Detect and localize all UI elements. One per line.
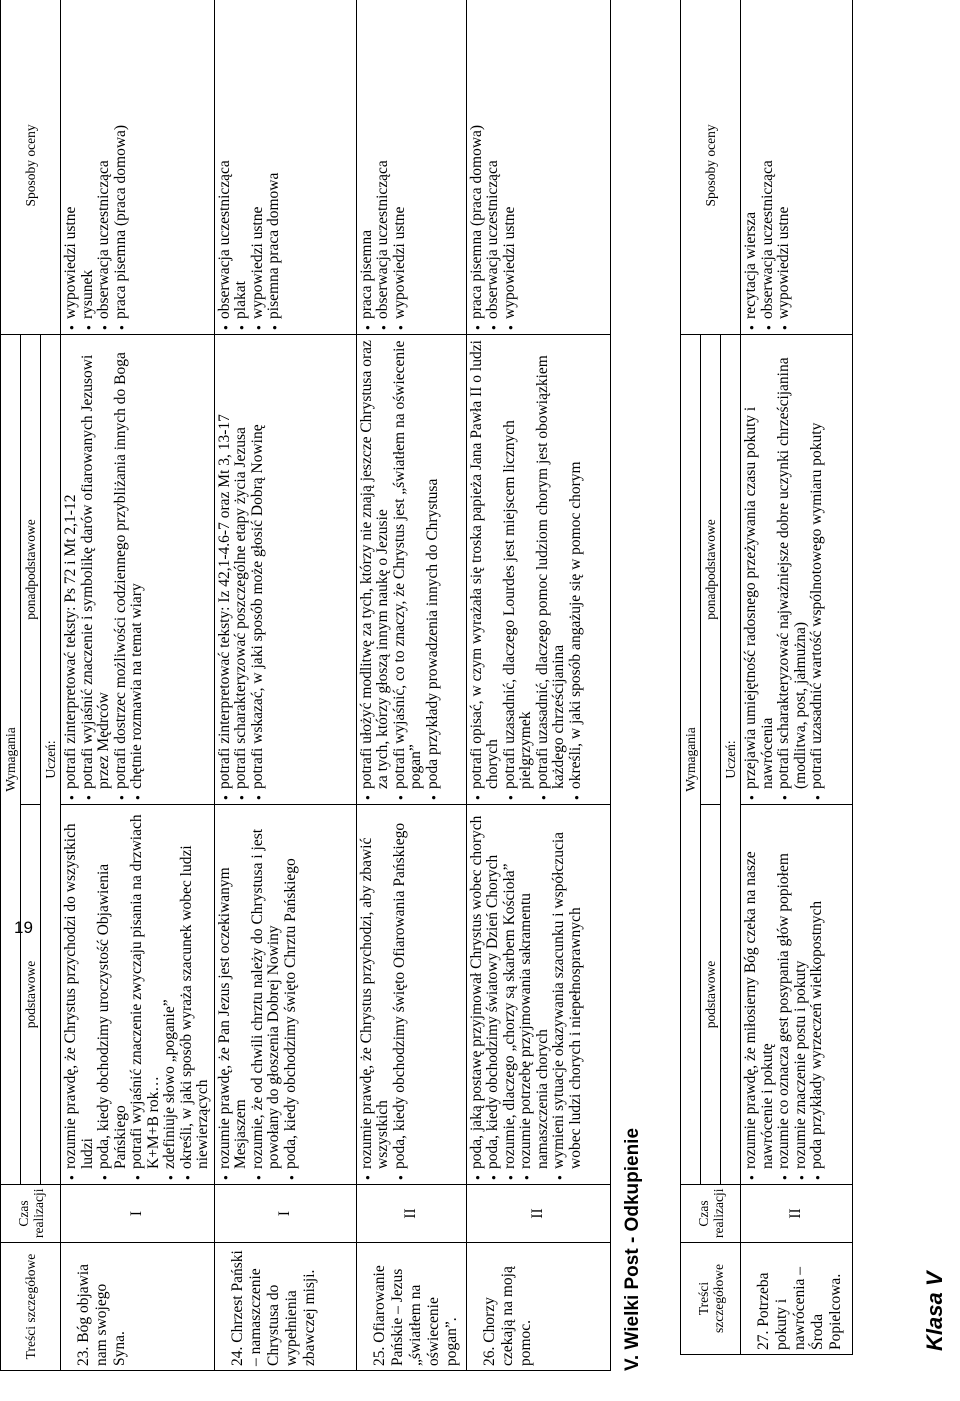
grading-methods [214, 0, 356, 334]
list-item: ● rozumie prawdę, że miłosierny Bóg czeka na nasze nawrócenie i pokutę [743, 809, 776, 1180]
header-tresci: Treści szczegółowe [1, 1243, 61, 1371]
header-wymagania: Wymagania [1, 334, 21, 1184]
header-czas: Czas realizacji [681, 1185, 741, 1243]
list-item: ● praca pisemna (praca domowa) [469, 1, 486, 330]
grading-methods [741, 0, 853, 334]
list-item: ● chętnie rozmawia na temat wiary [129, 339, 146, 800]
header-uczen: Uczeń: [721, 334, 741, 1184]
grading-methods [466, 0, 610, 334]
list-item: ● rozumie, że od chwili chrztu należy do Chrystusa i jest powołany do głoszenia Dobrej Nowiny [250, 809, 283, 1180]
topic-cell: 27. Potrzeba pokuty i nawrócenia – Środa Popielcowa. [741, 1243, 853, 1355]
list-item: ● potrafi uzasadnić, dlaczego pomoc ludziom chorym jest obowiązkiem każdego chrześcijanina [535, 339, 568, 800]
extended-requirements [466, 334, 610, 804]
table-row [466, 0, 610, 1371]
list-item: ● przejawia umiejętność radosnego przeżywania czasu pokuty i nawrócenia [743, 339, 776, 800]
time-cell: II [356, 1185, 466, 1243]
curriculum-table-2 [680, 0, 853, 1355]
basic-requirements [466, 805, 610, 1185]
list-item: ● wypowiedzi ustne [502, 1, 519, 330]
time-cell: I [214, 1185, 356, 1243]
list-item: ● potrafi wyjaśnić, co to znaczy, że Chrystus jest „światłem na oświecenie pogan” [392, 339, 425, 800]
list-item: ● obserwacja uczestnicząca [485, 1, 502, 330]
list-item: ● poda, kiedy obchodzimy uroczystość Objawienia Pańskiego [96, 809, 129, 1180]
header-czas: Czas realizacji [1, 1185, 61, 1243]
basic-requirements [61, 805, 215, 1185]
list-item: ● wypowiedzi ustne [776, 1, 793, 330]
extended-requirements [61, 334, 215, 804]
extended-requirements [214, 334, 356, 804]
list-item: ● rozumie znaczenie postu i pokuty [793, 809, 810, 1180]
list-item: ● wypowiedzi ustne [250, 1, 267, 330]
list-item: ● potrafi zinterpretować teksty: Ps 72 i Mt 2,1-12 [63, 339, 80, 800]
list-item: ● obserwacja uczestnicząca [217, 1, 234, 330]
table-row [741, 0, 853, 1355]
list-item: ● potrafi opisać, w czym wyrażała się troska papieża Jana Pawła II o ludzi chorych [469, 339, 502, 800]
table-row [214, 0, 356, 1371]
header-uczen: Uczeń: [41, 334, 61, 1184]
list-item: ● plakat [233, 1, 250, 330]
list-item: ● obserwacja uczestnicząca [375, 1, 392, 330]
list-item: ● rozumie prawdę, że Chrystus przychodzi do wszystkich ludzi [63, 809, 96, 1180]
list-item: ● określi, w jaki sposób angażuje się w pomoc chorym [568, 339, 585, 800]
list-item: ● zdefiniuje słowo „poganie” [162, 809, 179, 1180]
list-item: ● poda przykłady prowadzenia innych do Chrystusa [425, 339, 442, 800]
grading-methods [356, 0, 466, 334]
list-item: ● rozumie prawdę, że Chrystus przychodzi, aby zbawić wszystkich [359, 809, 392, 1180]
header-podstawowe: podstawowe [21, 805, 41, 1185]
time-cell: II [466, 1185, 610, 1243]
list-item: ● potrafi uzasadnić wartość wspólnotowego wymiaru pokuty [809, 339, 826, 800]
class-label: Klasa V [922, 1271, 947, 1351]
list-item: ● praca pisemna [359, 1, 376, 330]
list-item: ● recytacja wiersza [743, 1, 760, 330]
list-item: ● obserwacja uczestnicząca [96, 1, 113, 330]
list-item: ● wypowiedzi ustne [63, 1, 80, 330]
list-item: ● poda, kiedy obchodzimy święto Chrztu Pańskiego [283, 809, 300, 1180]
page-number: 19 [14, 918, 33, 937]
list-item: ● rysunek [80, 1, 97, 330]
topic-cell: 25. Ofiarowanie Pańskie – Jezus „światłem na oświecenie pogan”. [356, 1243, 466, 1371]
topic-cell: 23. Bóg objawia nam swojego Syna. [61, 1243, 215, 1371]
list-item: ● potrafi wskazać, w jaki sposób może głosić Dobrą Nowinę [250, 339, 267, 800]
list-item: ● potrafi uzasadnić, dlaczego Lourdes jest miejscem licznych pielgrzymek [502, 339, 535, 800]
list-item: ● poda, kiedy obchodzimy światowy Dzień Chorych [485, 809, 502, 1180]
list-item: ● potrafi wyjaśnić znaczenie zwyczaju pisania na drzwiach K+M+B rok… [129, 809, 162, 1180]
header-sposoby: Sposoby oceny [1, 0, 61, 334]
list-item: ● rozumie prawdę, że Pan Jezus jest oczekiwanym Mesjaszem [217, 809, 250, 1180]
header-wymagania: Wymagania [681, 334, 701, 1184]
header-ponadpodstawowe: ponadpodstawowe [21, 334, 41, 804]
list-item: ● potrafi zinterpretować teksty: Iz 42,1-4.6-7 oraz Mt 3, 13-17 [217, 339, 234, 800]
basic-requirements [741, 805, 853, 1185]
list-item: ● rozumie co oznacza gest posypania głów popiołem [776, 809, 793, 1180]
list-item: ● potrafi wyjaśnić znaczenie i symbolikę darów ofiarowanych Jezusowi przez Mędrców [80, 339, 113, 800]
list-item: ● wypowiedzi ustne [392, 1, 409, 330]
list-item: ● poda przykłady wyrzeczeń wielkopostnych [809, 809, 826, 1180]
list-item: ● rozumie potrzebę przyjmowania sakramentu namaszczenia chorych [518, 809, 551, 1180]
list-item: ● poda, kiedy obchodzimy święto Ofiarowania Pańskiego [392, 809, 409, 1180]
list-item: ● potrafi dostrzec możliwości codziennego przybliżania innych do Boga [113, 339, 130, 800]
time-cell: II [741, 1185, 853, 1243]
header-sposoby: Sposoby oceny [681, 0, 741, 334]
basic-requirements [214, 805, 356, 1185]
list-item: ● potrafi ułożyć modlitwę za tych, którzy nie znają jeszcze Chrystusa oraz za tych, którzy głoszą innym naukę o Jezusie [359, 339, 392, 800]
table-row [61, 0, 215, 1371]
list-item: ● obserwacja uczestnicząca [760, 1, 777, 330]
list-item: ● pisemna praca domowa [266, 1, 283, 330]
list-item: ● rozumie, dlaczego „chorzy są skarbem Kościoła” [502, 809, 519, 1180]
grading-methods [61, 0, 215, 334]
list-item: ● określi, w jaki sposób wyraża szacunek wobec ludzi niewierzących [179, 809, 212, 1180]
basic-requirements [356, 805, 466, 1185]
header-podstawowe: podstawowe [701, 805, 721, 1185]
time-cell: I [61, 1185, 215, 1243]
list-item: ● poda, jaką postawę przyjmował Chrystus wobec chorych [469, 809, 486, 1180]
list-item: ● potrafi scharakteryzować najważniejsze dobre uczynki chrześcijanina (modlitwa, post, jałmużna) [776, 339, 809, 800]
list-item: ● wymieni sytuacje okazywania szacunku i współczucia wobec ludzi chorych i niepełnosprawnych [551, 809, 584, 1180]
table-row [356, 0, 466, 1371]
topic-cell: 24. Chrzest Pański – namaszczenie Chrystusa do wypełnienia zbawczej misji. [214, 1243, 356, 1371]
section-title: V. Wielki Post - Odkupienie [622, 1127, 643, 1371]
header-tresci: Treści szczegółowe [681, 1243, 741, 1355]
list-item: ● praca pisemna (praca domowa) [113, 1, 130, 330]
extended-requirements [356, 334, 466, 804]
topic-cell: 26. Chorzy czekają na moją pomoc. [466, 1243, 610, 1371]
list-item: ● potrafi scharakteryzować poszczególne etapy życia Jezusa [233, 339, 250, 800]
header-ponadpodstawowe: ponadpodstawowe [701, 334, 721, 804]
extended-requirements [741, 334, 853, 804]
